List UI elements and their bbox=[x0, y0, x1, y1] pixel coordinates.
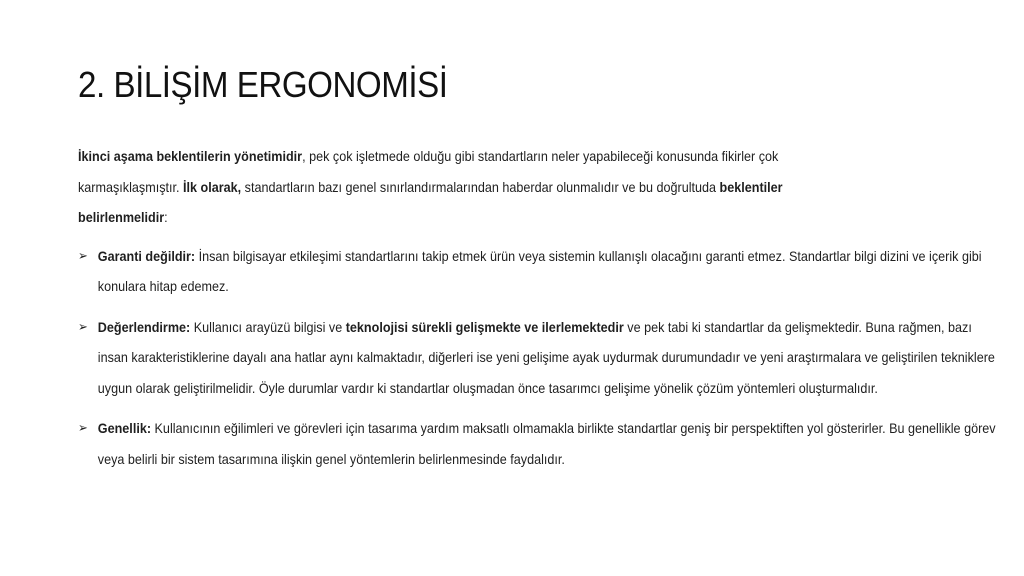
bullet-item-garanti bbox=[78, 241, 998, 302]
bullet-text-a: Kullanıcı arayüzü bilgisi ve bbox=[190, 318, 346, 335]
arrow-bullet-icon: ➢ bbox=[78, 420, 88, 435]
bullet-text: İnsan bilgisayar etkileşimi standartlarını takip etmek ürün veya sistemin kullanışlı olacağını garanti etmez. Standartlar bilgi dizini ve içerik gibi konulara hitap edemez. bbox=[97, 247, 982, 294]
intro-bold-2: İlk olarak, bbox=[183, 178, 242, 195]
slide-title: 2. BİLİŞİM ERGONOMİSİ bbox=[78, 64, 448, 105]
arrow-bullet-icon: ➢ bbox=[78, 247, 88, 263]
bullet-list bbox=[78, 241, 996, 475]
intro-paragraph bbox=[78, 141, 861, 233]
intro-bold-3: beklentiler belirlenmelidir bbox=[78, 178, 783, 225]
slide-body bbox=[78, 141, 996, 484]
bullet-item-degerlendirme bbox=[78, 312, 998, 404]
bullet-label: Genellik: bbox=[97, 420, 152, 436]
bullet-text-b: ve pek tabi ki standartlar da gelişmektedir. Buna rağmen, bazı insan karakteristiklerine dayalı ana hatlar aynı kalmaktadır, diğerleri ise yeni gelişime ayak uydurmak durumundadır ve yeni araştırmalara ve geliştirilen tekniklere uygun olarak geliştirilmelidir. Öyle durumlar vardır ki standartlar oluşmadan önce tasarımcı gelişime yönelik çözüm yöntemleri oluşturmalıdır. bbox=[97, 318, 995, 396]
bullet-label: Garanti değildir: bbox=[97, 247, 196, 264]
arrow-bullet-icon: ➢ bbox=[78, 318, 88, 334]
bullet-text: Kullanıcının eğilimleri ve görevleri için tasarıma yardım maksatlı olmamakla birlikte standartlar geniş bir perspektiften yol gösterirler. Bu genellikle görev veya belirli bir sistem tasarımına ilişkin genel yöntemlerin belirlenmesinde faydalıdır. bbox=[97, 420, 996, 467]
intro-text-1: , pek çok işletmede olduğu gibi standartların neler yapabileceği konusunda fikirler çok karmaşıklaşmıştır. bbox=[78, 148, 779, 195]
bullet-bold-mid: teknolojisi sürekli gelişmekte ve ilerlemektedir bbox=[345, 318, 624, 335]
intro-lead-bold: İkinci aşama beklentilerin yönetimidir bbox=[78, 148, 303, 164]
bullet-item-genellik bbox=[78, 413, 998, 474]
intro-text-3: : bbox=[164, 209, 168, 225]
bullet-label: Değerlendirme: bbox=[97, 318, 191, 335]
intro-text-2: standartların bazı genel sınırlandırmalarından haberdar olunmalıdır ve bu doğrultuda bbox=[241, 178, 720, 195]
